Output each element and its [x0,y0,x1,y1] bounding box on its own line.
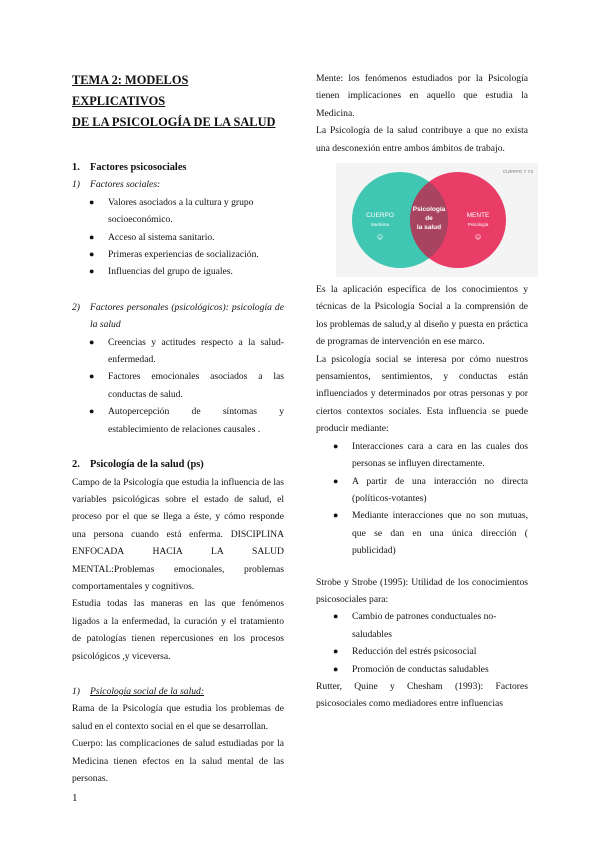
list-item: ● Reducción del estrés psicosocial [333,646,477,658]
document-title [72,70,284,133]
left-column [72,70,284,787]
section-2-para-2: Estudia todas las maneras en las que fenómenos ligados a la enfermedad, la curación y el tratamiento de patologías tienen repercusiones en los procesos psicológicos ,y viceversa. [72,598,284,662]
list-item: ● Acceso al sistema sanitario. [89,231,215,243]
section-1-sub-1-list [89,194,284,281]
venn-right-mark: ☺ [474,234,482,242]
right-para-2: La Psicología de la salud contribuye a que no exista una desconexión entre ambos ámbitos de trabajo. [316,125,528,154]
section-1-sub-2-list [89,334,284,438]
section-1-sub-1: 1) Factores sociales: [72,179,161,191]
list-item: ● Promoción de conductas saludables [333,663,489,675]
section-1-sub-2: 2) Factores personales (psicológicos): psicología de la salud [72,301,284,331]
venn-center-line-2: de [425,215,433,223]
right-para-4: La psicología social se interesa por cómo nuestros pensamientos, sentimientos, y conductas están influenciados y determinados por otras personas y por ciertos contextos sociales. Esta influencia se puede producir mediante: [316,353,528,435]
list-item: ● A partir de una interacción no directa (políticos-votantes) [333,475,528,504]
list-item: ● Factores emocionales asociados a las conductas de salud. [89,371,284,400]
list-item: ● Mediante interacciones que no son mutuas, que se dan en una única dirección ( publicidad) [333,510,528,557]
venn-center-line-1: Psicología [412,206,446,214]
venn-left-sub: Medicina [370,222,390,228]
list-item: ● Cambio de patrones conductuales no-saludables [333,611,497,640]
right-bullets-2 [333,608,528,678]
right-bullets-1 [333,438,528,560]
section-2-para-3: Rama de la Psicología que estudia los problemas de salud en el contexto social en el que se desarrollan. [72,703,284,732]
venn-diagram [336,163,538,277]
venn-right-sub: Psicología [467,222,489,228]
list-item: ● Primeras experiencias de socialización. [89,249,259,261]
list-item: ● Influencias del grupo de iguales. [89,266,233,278]
list-item: ● Creencias y actitudes respecto a la salud-enfermedad. [89,336,284,366]
section-2-para-1: Campo de la Psicología que estudia la influencia de las variables psicológicas sobre el estado de salud, el proceso por el que se llega a éste, y cómo responde una persona cuando está enferma. DISCIPLINA ENFOCADA HACIA LA SALUD MENTAL:Problemas emocionales, problemas comportamentales y cognitivos. [72,476,284,592]
section-2-heading: 2. Psicología de la salud (ps) [72,459,204,471]
venn-right-title: MENTE [466,212,490,220]
venn-center-line-3: la salud [416,224,442,232]
right-para-6: Rutter, Quine y Chesham (1993): Factores psicosociales como mediadores entre influencias [316,680,528,710]
right-column [316,70,533,713]
list-item: ● Autopercepción de síntomas y establecimiento de relaciones causales . [89,406,284,435]
list-item: ● Interacciones cara a cara en las cuales dos personas se influyen directamente. [333,440,528,470]
page-number: 1 [72,792,78,804]
right-para-3: Es la aplicación específica de los conocimientos y técnicas de la Psicología Social a la comprensión de los problemas de salud,y al diseño y puesta en práctica de programas de intervención en ese marco. [316,284,528,348]
right-para-5: Strobe y Strobe (1995): Utilidad de los conocimientos psicosociales para: [316,576,528,605]
venn-corner-label: CUERPO Y Y3 [502,169,533,175]
title-line-2: DE LA PSICOLOGÍA DE LA SALUD [72,115,276,129]
section-2-sub-1: 1) Psicología social de la salud: [72,685,205,697]
section-2-para-4: Cuerpo: las complicaciones de salud estudiadas por la Medicina tienen efectos en la salud mental de las personas. [72,738,284,784]
list-item: ● Valores asociados a la cultura y grupo socioeconómico. [89,196,254,226]
venn-left-mark: ☺ [376,234,384,242]
right-para-1: Mente: los fenómenos estudiados por la Psicología tienen implicaciones en aquello que estudia la Medicina. [316,73,528,119]
venn-svg [336,163,538,277]
section-1-heading: 1. Factores psicosociales [72,162,187,173]
title-line-1: TEMA 2: MODELOS EXPLICATIVOS [72,73,189,108]
venn-left-title: CUERPO [366,212,394,220]
